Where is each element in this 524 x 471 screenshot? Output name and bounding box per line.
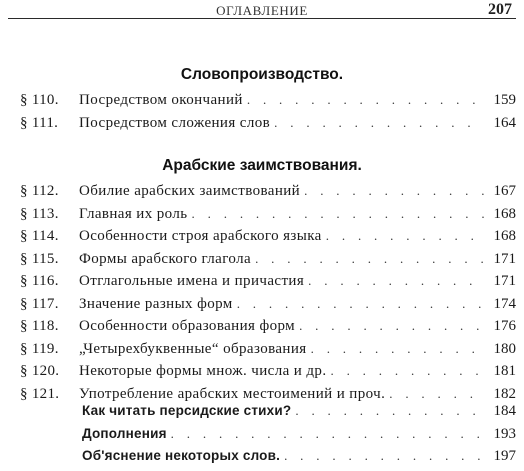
toc-entry-page: 159 — [493, 92, 516, 108]
toc-entry — [20, 273, 516, 296]
dot-leader — [311, 341, 484, 357]
toc-entry — [20, 251, 516, 274]
toc-entry-page: 171 — [493, 250, 516, 267]
toc-entry-page: 182 — [493, 385, 516, 402]
toc-entry-number: § 115. — [20, 250, 59, 267]
toc-entry-title: Обилие арабских заимствований — [79, 183, 301, 199]
toc-entry-title: Посредством окончаний — [79, 92, 243, 108]
dot-leader — [330, 363, 484, 379]
dot-leader — [284, 448, 484, 464]
dot-leader — [295, 403, 484, 419]
toc-entry-title: Посредством сложения слов — [79, 114, 271, 131]
dot-leader — [237, 296, 484, 312]
toc-entry — [82, 426, 516, 449]
toc-entry-title: Значение разных форм — [79, 295, 233, 312]
running-head-title: ОГЛАВЛЕНИЕ — [216, 3, 308, 18]
toc-entry — [20, 115, 516, 138]
toc-entry-number: § 119. — [20, 340, 59, 357]
toc-entry-page: 164 — [493, 114, 516, 131]
toc-entry-page: 197 — [493, 448, 516, 464]
toc-entry-number: § 116. — [20, 273, 59, 289]
toc-entry-title: Некоторые формы множ. числа и др. — [79, 363, 327, 379]
toc-entry-number: § 113. — [20, 205, 59, 222]
toc-entry — [20, 92, 516, 115]
dot-leader — [274, 115, 484, 131]
toc-entry-number: § 110. — [20, 92, 59, 108]
dot-leader — [299, 318, 484, 334]
dot-leader — [389, 386, 484, 402]
toc-entry-page: 184 — [493, 403, 516, 419]
toc-entry-title: Главная их роль — [79, 205, 188, 222]
toc-list-word-formation — [20, 92, 516, 137]
toc-entry-title: Дополнения — [82, 425, 167, 441]
toc-entry-page: 167 — [493, 183, 516, 199]
toc-entry-number: § 120. — [20, 363, 60, 379]
toc-entry-number: § 114. — [20, 228, 59, 244]
dot-leader — [171, 426, 484, 442]
toc-entry-page: 168 — [493, 228, 516, 244]
dot-leader — [304, 183, 484, 199]
toc-entry-page: 174 — [493, 295, 516, 312]
toc-entry-title: Как читать персидские стихи? — [82, 403, 292, 418]
toc-entry-title: „Четырехбуквенные“ образования — [79, 340, 307, 357]
toc-entry — [20, 183, 516, 206]
section-heading-arabic-loans: Арабские заимствования. — [162, 157, 362, 174]
toc-entry-title: Отглагольные имена и причастия — [79, 273, 305, 289]
toc-entry — [82, 403, 516, 426]
toc-entry-number: § 111. — [20, 114, 59, 131]
toc-entry-page: 193 — [493, 425, 516, 442]
toc-entry — [20, 341, 516, 364]
toc-entry-title: Формы арабского глагола — [79, 250, 252, 267]
toc-entry-number: § 112. — [20, 183, 59, 199]
dot-leader — [192, 206, 484, 222]
toc-entry-title: Особенности строя арабского языка — [79, 228, 322, 244]
toc-entry-number: § 121. — [20, 385, 60, 402]
running-head — [8, 2, 516, 19]
toc-entry-page: 180 — [493, 340, 516, 357]
toc-entry-title: Употребление арабских местоимений и проч. — [79, 385, 386, 402]
toc-list-back-matter — [82, 403, 516, 471]
toc-entry — [20, 363, 516, 386]
toc-entry-page: 171 — [493, 273, 516, 289]
toc-entry-number: § 118. — [20, 318, 59, 334]
dot-leader — [255, 251, 484, 267]
page-number: 207 — [488, 1, 512, 18]
toc-entry-page: 181 — [493, 363, 516, 379]
dot-leader — [247, 92, 484, 108]
toc-entry-title: Особенности образования форм — [79, 318, 296, 334]
section-heading-word-formation: Словопроизводство. — [180, 66, 344, 83]
dot-leader — [308, 273, 484, 289]
toc-list-arabic-loans — [20, 183, 516, 408]
toc-entry-title: Об'яснение некоторых слов. — [82, 448, 281, 463]
toc-entry — [20, 228, 516, 251]
toc-entry — [82, 448, 516, 471]
toc-entry — [20, 318, 516, 341]
dot-leader — [326, 228, 484, 244]
toc-entry — [20, 296, 516, 319]
toc-entry-page: 168 — [493, 205, 516, 222]
toc-entry-page: 176 — [493, 318, 516, 334]
toc-entry-number: § 117. — [20, 295, 59, 312]
toc-entry — [20, 206, 516, 229]
